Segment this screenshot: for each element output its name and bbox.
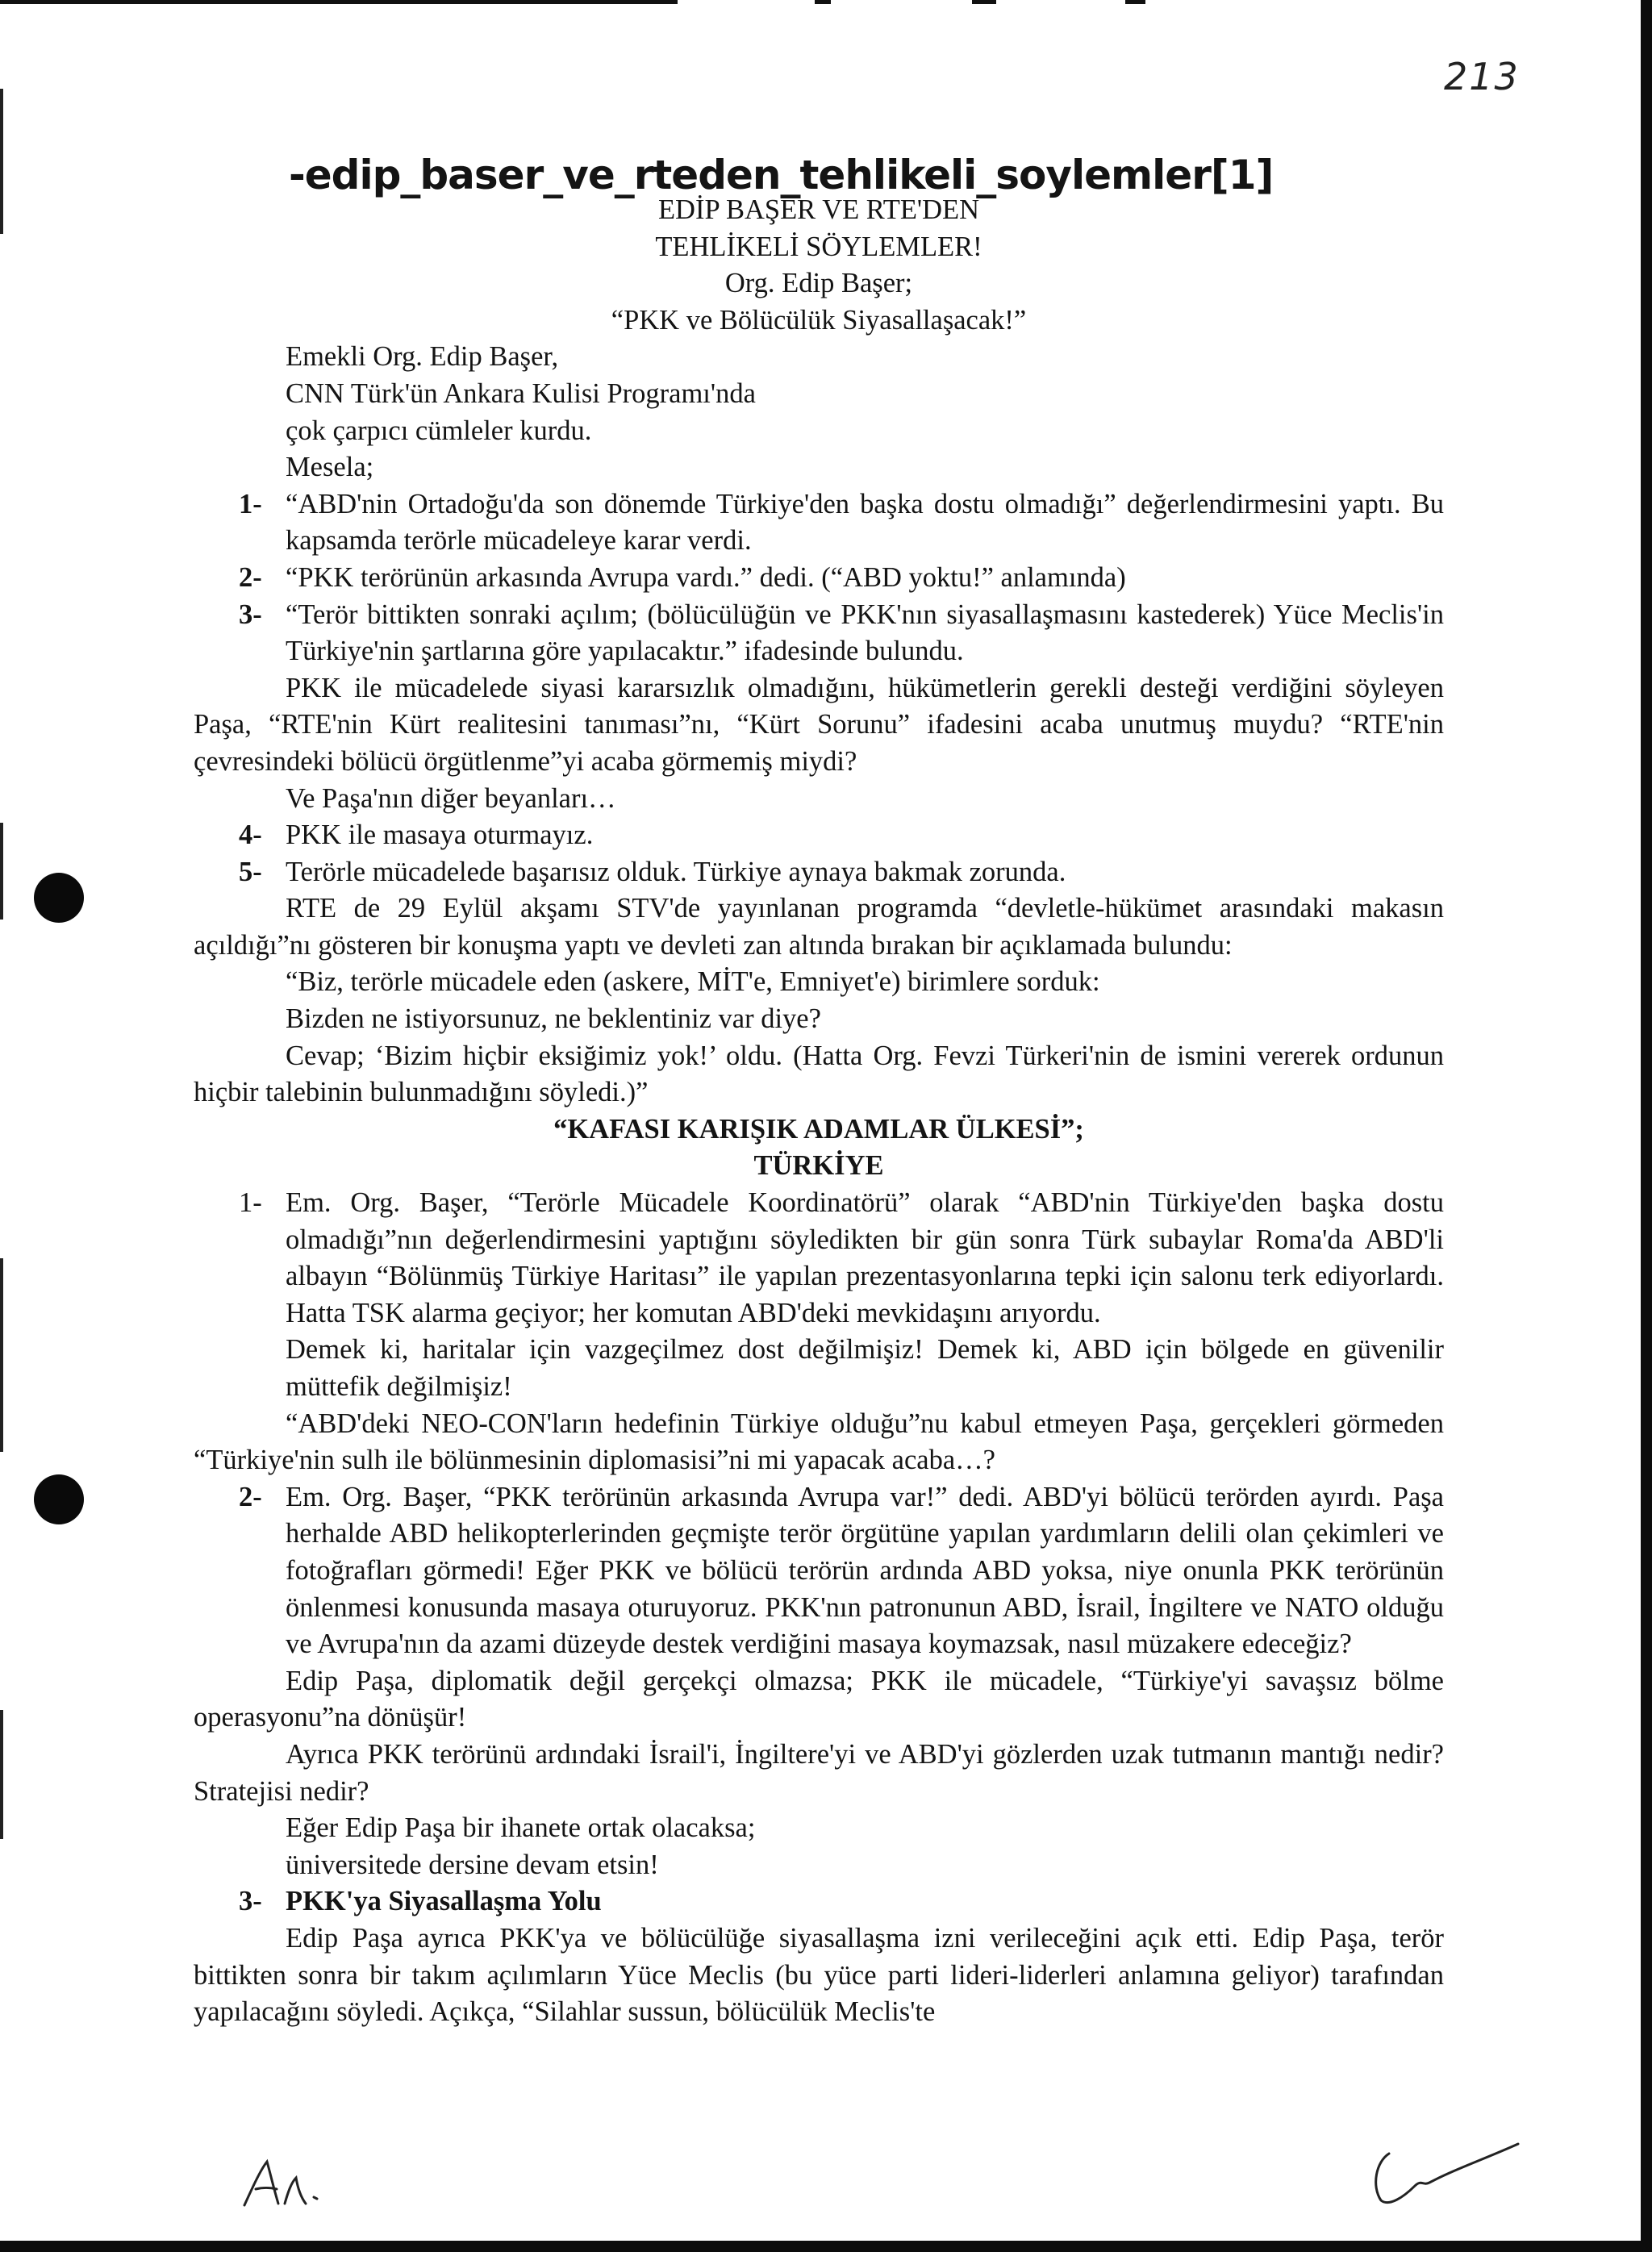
handwritten-signature — [1365, 2129, 1526, 2210]
list-text: “ABD'nin Ortadoğu'da son dönemde Türkiye'den başka dostu olmadığı” değerlendirmesini yaptı. Bu kapsamda terörle mücadeleye karar verdi. — [286, 488, 1444, 557]
intro-line: çok çarpıcı cümleler kurdu. — [286, 415, 592, 446]
list-text: PKK ile masaya oturmayız. — [286, 819, 594, 851]
list-item — [194, 817, 1444, 854]
scan-left-mark — [0, 823, 3, 920]
section-item-1 — [194, 1185, 1444, 1332]
page-number: 213 — [1444, 55, 1520, 98]
paragraph: “ABD'deki NEO-CON'ların hedefinin Türkiye olduğu”nu kabul etmeyen Paşa, gerçekleri görmeden “Türkiye'nin sulh ile bölünmesinin diplomasisi”ni mi yapacak acaba…? — [194, 1408, 1444, 1476]
list-number: 2- — [239, 1481, 262, 1512]
scan-right-edge — [1641, 0, 1652, 2252]
quote-line: “Biz, terörle mücadele eden (askere, MİT'e, Emniyet'e) birimlere sorduk: — [286, 966, 1100, 998]
punch-hole — [34, 873, 84, 923]
paragraph: Edip Paşa, diplomatik değil gerçekçi olmazsa; PKK ile mücadele, “Türkiye'yi savaşsız bölme operasyonu”na dönüşür! — [194, 1665, 1444, 1733]
document-title: -edip_baser_ve_rteden_tehlikeli_soylemler[1] — [289, 152, 1274, 198]
list-item — [194, 597, 1444, 670]
section-heading: “KAFASI KARIŞIK ADAMLAR ÜLKESİ”; — [553, 1113, 1084, 1145]
intro-line: CNN Türk'ün Ankara Kulisi Programı'nda — [286, 377, 756, 409]
scan-left-mark — [0, 89, 3, 234]
list-item — [194, 560, 1444, 597]
heading-line: “PKK ve Bölücülük Siyasallaşacak!” — [611, 304, 1027, 336]
heading-line: EDİP BAŞER VE RTE'DEN — [657, 194, 980, 225]
list-number: 3- — [239, 598, 262, 630]
list-item — [194, 486, 1444, 560]
paragraph: RTE de 29 Eylül akşamı STV'de yayınlanan programda “devletle-hükümet arasındaki makasın açıldığı”nı gösteren bir konuşma yaptı ve devleti zan altında bırakan bir açıklamada bulundu: — [194, 893, 1444, 961]
paragraph: Ve Paşa'nın diğer beyanları… — [286, 782, 616, 814]
paragraph: Demek ki, haritalar için vazgeçilmez dost değilmişiz! Demek ki, ABD için bölgede en güvenilir müttefik değilmişiz! — [286, 1334, 1444, 1402]
document-body — [194, 192, 1444, 2031]
heading-line: TEHLİKELİ SÖYLEMLER! — [655, 231, 982, 262]
paragraph: üniversitede dersine devam etsin! — [286, 1849, 659, 1880]
subsection-heading: PKK'ya Siyasallaşma Yolu — [286, 1886, 602, 1917]
punch-hole — [34, 1474, 84, 1524]
initials-signature — [238, 2155, 351, 2212]
paragraph: PKK ile mücadelede siyasi kararsızlık olmadığını, hükümetlerin gerekli desteği verdiğini söyleyen Paşa, “RTE'nin Kürt realitesini tanıması”nı, “Kürt Sorunu” ifadesini acaba unutmuş muydu? “RTE'nin çevresindeki bölücü örgütlenme”yi acaba görmemiş miydi? — [194, 672, 1444, 777]
list-number: 5- — [239, 856, 262, 887]
list-text: Terörle mücadelede başarısız olduk. Türkiye aynaya bakmak zorunda. — [286, 856, 1066, 887]
list-number: 2- — [239, 561, 262, 593]
list-number: 1- — [239, 488, 262, 519]
scan-bottom-edge — [0, 2241, 1652, 2252]
list-number: 1- — [239, 1187, 262, 1219]
list-text: “PKK terörünün arkasında Avrupa vardı.” dedi. (“ABD yoktu!” anlamında) — [286, 561, 1126, 593]
scan-top-edge — [0, 0, 1652, 8]
paragraph: Ayrıca PKK terörünü ardındaki İsrail'i, İngiltere'yi ve ABD'yi gözlerden uzak tutmanın mantığı nedir? Stratejisi nedir? — [194, 1738, 1444, 1807]
scan-left-mark — [0, 1710, 3, 1839]
intro-line: Mesela; — [286, 452, 374, 483]
intro-line: Emekli Org. Edip Başer, — [286, 341, 559, 373]
section-heading: TÜRKİYE — [753, 1150, 884, 1182]
section-item-2 — [194, 1479, 1444, 1663]
heading-line: Org. Edip Başer; — [724, 268, 913, 299]
list-text: Em. Org. Başer, “PKK terörünün arkasında Avrupa var!” dedi. ABD'yi bölücü terörden ayırdı. Paşa herhalde ABD helikopterlerinden geçmişte terör örgütüne yapılan yardımların delili olan çekimleri ve fotoğrafları görmedi! Eğer PKK ve bölücü terörün ardında ABD yoksa, niye onunla PKK terörünün önlenmesi konusunda masaya oturuyoruz. PKK'nın patronunun ABD, İsrail, İngiltere ve NATO olduğu ve Avrupa'nın da azami düzeyde destek verdiğini masaya koymazsak, nasıl müzakere edeceğiz? — [286, 1481, 1444, 1660]
list-text: Em. Org. Başer, “Terörle Mücadele Koordinatörü” olarak “ABD'nin Türkiye'den başka dostu olmadığı”nın değerlendirmesini yaptığını söyledikten bir gün sonra Türk subaylar Roma'da ABD'li albayın “Bölünmüş Türkiye Haritası” ile yapılan prezentasyonlarına tepki için salonu terk ediyorlardı. Hatta TSK alarma geçiyor; her komutan ABD'deki mevkidaşını arıyordu. — [286, 1187, 1444, 1328]
list-item — [194, 854, 1444, 891]
list-number: 4- — [239, 819, 262, 851]
paragraph: Edip Paşa ayrıca PKK'ya ve bölücülüğe siyasallaşma izni verileceğini açık etti. Edip Paşa, terör bittikten sonra bir takım açılımların Yüce Meclis (bu yüce parti lideri-liderleri anlamına geliyor) tarafından yapılacağını söyledi. Açıkça, “Silahlar sussun, bölücülük Meclis'te — [194, 1922, 1444, 2028]
quote-line: Bizden ne istiyorsunuz, ne beklentiniz var diye? — [286, 1003, 821, 1035]
list-number: 3- — [239, 1886, 262, 1917]
paragraph: Cevap; ‘Bizim hiçbir eksiğimiz yok!’ oldu. (Hatta Org. Fevzi Türkeri'nin de ismini vererek ordunun hiçbir talebinin bulunmadığını söyledi.)” — [194, 1040, 1444, 1108]
scan-left-mark — [0, 1258, 3, 1452]
section-item-3 — [194, 1883, 1444, 1920]
list-text: “Terör bittikten sonraki açılım; (bölücülüğün ve PKK'nın siyasallaşmasını kastederek) Yüce Meclis'in Türkiye'nin şartlarına göre yapılacaktır.” ifadesinde bulundu. — [286, 598, 1444, 667]
paragraph: Eğer Edip Paşa bir ihanete ortak olacaksa; — [286, 1812, 756, 1844]
